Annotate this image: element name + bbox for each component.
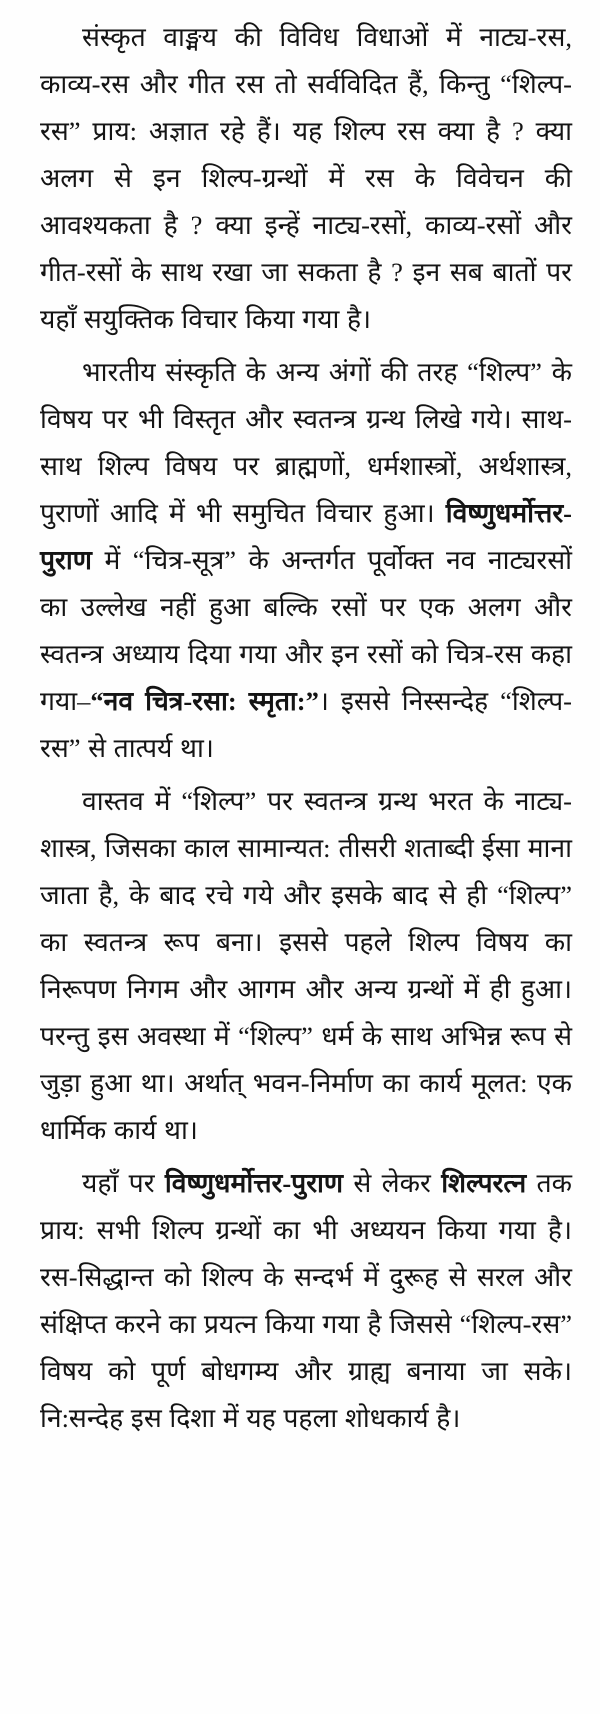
text-run: यहाँ पर — [82, 1168, 165, 1198]
text-run: में “चित्र-सूत्र” के अन्तर्गत पूर्वोक्त नव नाट्यरसों का उल्लेख नहीं हुआ बल्कि रसों पर एक अलग और स्वतन्त्र अध्याय दिया गया और इन रसों को चित्र-रस कहा गया– — [40, 545, 572, 716]
text-run: भारतीय संस्कृति के अन्य अंगों की तरह “शिल्प” के विषय पर भी विस्तृत और स्वतन्त्र ग्रन्थ लिखे गये। साथ-साथ शिल्प विषय पर ब्राह्मणों, धर्मशास्त्रों, अर्थशास्त्र, पुराणों आदि में भी समुचित विचार हुआ। — [40, 357, 572, 528]
para-2 — [40, 349, 572, 772]
text-run: तक प्राय: सभी शिल्प ग्रन्थों का भी अध्ययन किया गया है। रस-सिद्धान्त को शिल्प के सन्दर्भ में दुरूह से सरल और संक्षिप्त करने का प्रयत्न किया गया है जिससे “शिल्प-रस” विषय को पूर्ण बोधगम्य और ग्राह्य बनाया जा सके। नि:सन्देह इस दिशा में यह पहला शोधकार्य है। — [40, 1168, 572, 1433]
emphasis-run: शिल्परत्न — [441, 1168, 527, 1198]
document-body — [40, 14, 572, 1442]
emphasis-run: विष्णुधर्मोत्तर-पुराण — [164, 1168, 344, 1198]
para-3 — [40, 778, 572, 1154]
emphasis-run: “नव चित्र-रसा: स्मृता:” — [90, 686, 319, 716]
text-run: । इससे निस्सन्देह “शिल्प-रस” से तात्पर्य था। — [40, 686, 572, 763]
para-1 — [40, 14, 572, 343]
text-run: वास्तव में “शिल्प” पर स्वतन्त्र ग्रन्थ भरत के नाट्य-शास्त्र, जिसका काल सामान्यत: तीसरी शताब्दी ईसा माना जाता है, के बाद रचे गये और इसके बाद से ही “शिल्प” का स्वतन्त्र रूप बना। इससे पहले शिल्प विषय का निरूपण निगम और आगम और अन्य ग्रन्थों में ही हुआ। परन्तु इस अवस्था में “शिल्प” धर्म के साथ अभिन्न रूप से जुड़ा हुआ था। अर्थात् भवन-निर्माण का कार्य मूलत: एक धार्मिक कार्य था। — [40, 786, 572, 1145]
text-run: से लेकर — [343, 1168, 442, 1198]
para-4 — [40, 1160, 572, 1442]
emphasis-run: विष्णुधर्मोत्तर-पुराण — [40, 498, 572, 575]
text-run: संस्कृत वाङ्मय की विविध विधाओं में नाट्य-रस, काव्य-रस और गीत रस तो सर्वविदित हैं, किन्तु “शिल्प-रस” प्राय: अज्ञात रहे हैं। यह शिल्प रस क्या है ? क्या अलग से इन शिल्प-ग्रन्थों में रस के विवेचन की आवश्यकता है ? क्या इन्हें नाट्य-रसों, काव्य-रसों और गीत-रसों के साथ रखा जा सकता है ? इन सब बातों पर यहाँ सयुक्तिक विचार किया गया है। — [40, 22, 572, 334]
